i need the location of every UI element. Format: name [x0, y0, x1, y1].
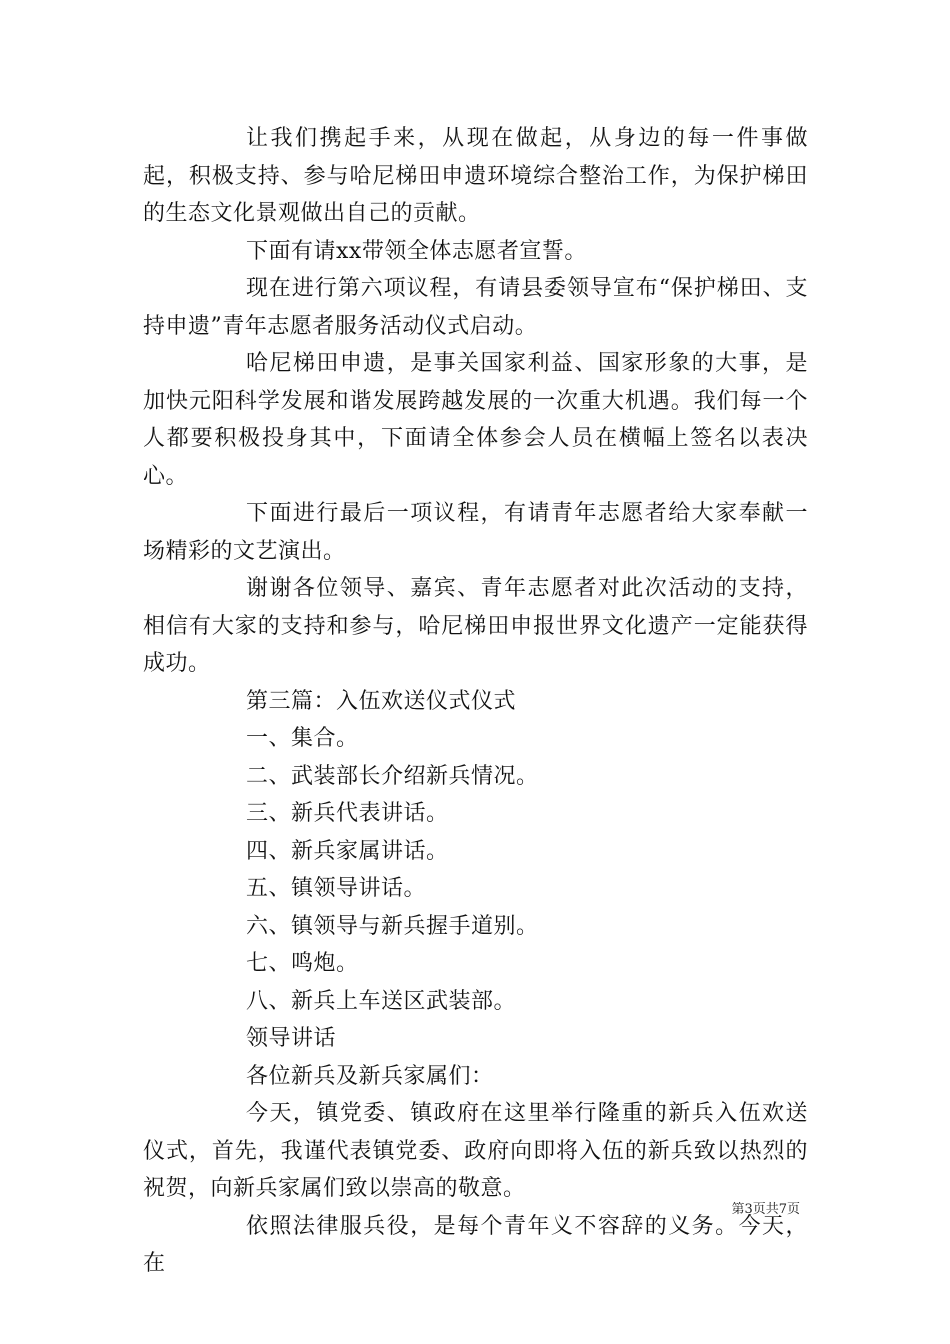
list-item: 一、集合。: [246, 726, 359, 751]
document-body: [143, 120, 808, 1283]
list-item: 六、镇领导与新兵握手道别。: [246, 913, 539, 939]
paragraph: 让我们携起手来，从现在做起，从身边的每一件事做起，积极支持、参与哈尼梯田申遗环境综合整治工作，为保护梯田的生态文化景观做出自己的贡献。: [143, 126, 808, 226]
list-item: 五、镇领导讲话。: [246, 876, 427, 901]
section-heading: 第三篇：入伍欢送仪式仪式: [246, 688, 517, 714]
list-item: 四、新兵家属讲话。: [246, 838, 449, 864]
paragraph: 哈尼梯田申遗，是事关国家利益、国家形象的大事，是加快元阳科学发展和谐发展跨越发展的一次重大机遇。我们每一个人都要积极投身其中，下面请全体参会人员在横幅上签名以表决心。: [143, 351, 808, 489]
salutation: 各位新兵及新兵家属们：: [246, 1063, 494, 1089]
list-item: 七、鸣炮。: [246, 951, 359, 976]
list-item: 八、新兵上车送区武装部。: [246, 988, 517, 1014]
paragraph: 下面有请xx带领全体志愿者宣誓。: [246, 238, 587, 264]
list-item: 二、武装部长介绍新兵情况。: [246, 763, 539, 789]
page-number: 第3页共7页: [731, 1202, 800, 1217]
paragraph: 今天，镇党委、镇政府在这里举行隆重的新兵入伍欢送仪式，首先，我谨代表镇党委、政府向即将入伍的新兵致以热烈的祝贺，向新兵家属们致以崇高的敬意。: [143, 1101, 808, 1201]
paragraph: 下面进行最后一项议程，有请青年志愿者给大家奉献一场精彩的文艺演出。: [143, 501, 808, 564]
paragraph: 依照法律服兵役，是每个青年义不容辞的义务。今天，在: [143, 1213, 808, 1276]
paragraph: 谢谢各位领导、嘉宾、青年志愿者对此次活动的支持，相信有大家的支持和参与，哈尼梯田申报世界文化遗产一定能获得成功。: [143, 576, 808, 676]
subheading: 领导讲话: [246, 1026, 337, 1051]
paragraph: 现在进行第六项议程，有请县委领导宣布“保护梯田、支持申遗”青年志愿者服务活动仪式启动。: [143, 276, 808, 339]
list-item: 三、新兵代表讲话。: [246, 801, 449, 826]
